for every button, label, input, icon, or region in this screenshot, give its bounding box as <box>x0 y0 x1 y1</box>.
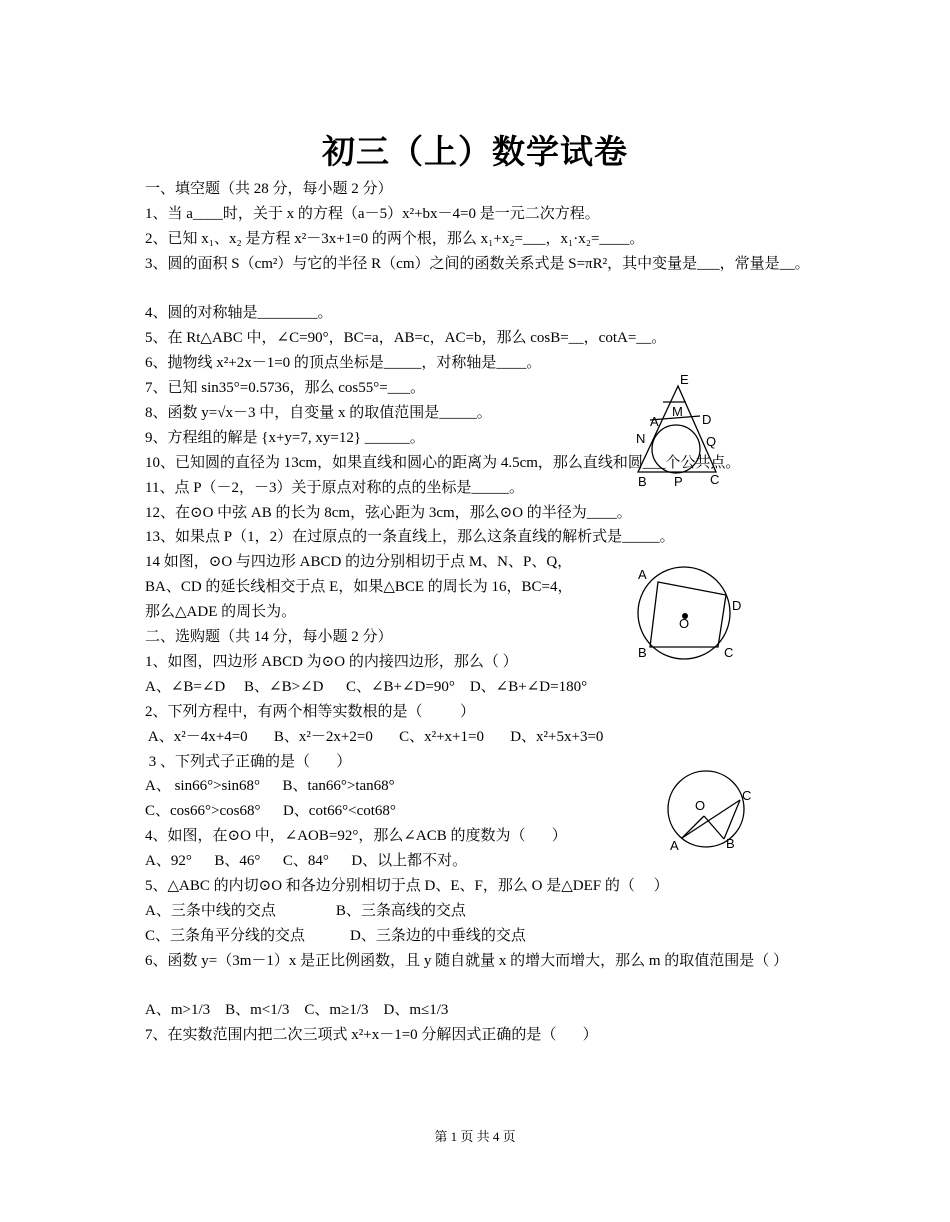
fig1-label-e: E <box>680 372 689 387</box>
question-choice-5-options-ab: A、三条中线的交点 B、三条高线的交点 <box>145 902 466 919</box>
question-fill-14-line1: 14 如图，⊙O 与四边形 ABCD 的边分别相切于点 M、N、P、Q， <box>145 554 573 571</box>
fig3-label-o: O <box>695 798 706 813</box>
question-fill-10: 10、已知圆的直径为 13cm，如果直线和圆心的距离为 4.5cm，那么直线和圆___个公共点。 <box>145 454 741 471</box>
fig3-label-a: A <box>670 838 679 853</box>
question-fill-3: 3、圆的面积 S（cm²）与它的半径 R（cm）之间的函数关系式是 S=πR²，其中变量是___，常量是__。 <box>145 255 810 272</box>
question-choice-3: 3 、下列式子正确的是（ ） <box>145 753 352 770</box>
question-choice-3-options-cd: C、cos66°>cos68° D、cot66°<cot68° <box>145 803 396 820</box>
question-fill-8: 8、函数 y=√x－3 中，自变量 x 的取值范围是_____。 <box>145 405 492 422</box>
question-choice-5: 5、△ABC 的内切⊙O 和各边分别相切于点 D、E、F，那么 O 是△DEF 的（ ） <box>145 877 669 894</box>
question-choice-4: 4、如图，在⊙O 中，∠AOB=92°，那么∠ACB 的度数为（ ） <box>145 828 567 845</box>
page-footer: 第 1 页 共 4 页 <box>434 1129 516 1144</box>
question-choice-2-options: A、x²－4x+4=0 B、x²－2x+2=0 C、x²+x+1=0 D、x²+5x+3=0 <box>145 728 604 745</box>
question-fill-2: 2、已知 x₁、x₂ 是方程 x²－3x+1=0 的两个根，那么 x₁+x₂=___，x₁·x₂=____。 <box>145 230 645 247</box>
question-choice-3-options-ab: A、 sin66°>sin68° B、tan66°>tan68° <box>145 778 395 795</box>
figure-tangent-triangle <box>628 372 728 490</box>
fig3-label-c: C <box>742 788 752 803</box>
question-choice-2: 2、下列方程中，有两个相等实数根的是（ ） <box>145 703 476 720</box>
fig1-label-q: Q <box>706 434 717 449</box>
figure-inscribed-angle <box>662 768 762 854</box>
question-fill-6: 6、抛物线 x²+2x－1=0 的顶点坐标是_____，对称轴是____。 <box>145 355 542 372</box>
fig2-label-c: C <box>724 645 734 660</box>
question-choice-6: 6、函数 y=（3m－1）x 是正比例函数，且 y 随自就量 x 的增大而增大，那么 m 的取值范围是（ ） <box>145 952 789 969</box>
question-fill-14-line2: BA、CD 的延长线相交于点 E，如果△BCE 的周长为 16，BC=4， <box>145 579 573 596</box>
section-fill-heading: 一、填空题（共 28 分，每小题 2 分） <box>145 181 393 197</box>
question-fill-11: 11、点 P（－2，－3）关于原点对称的点的坐标是_____。 <box>145 479 525 496</box>
fig2-label-a: A <box>638 567 647 582</box>
fig2-label-o: O <box>679 616 690 631</box>
question-fill-1: 1、当 a____时，关于 x 的方程（a－5）x²+bx－4=0 是一元二次方程。 <box>145 205 600 222</box>
question-choice-6-options: A、m>1/3 B、m<1/3 C、m≥1/3 D、m≤1/3 <box>145 1002 449 1019</box>
question-fill-5: 5、在 Rt△ABC 中，∠C=90°，BC=a，AB=c，AC=b，那么 cosB=__，cotA=__。 <box>145 330 667 347</box>
fig3-label-b: B <box>726 836 735 851</box>
fig1-label-n: N <box>636 431 646 446</box>
fig1-label-p: P <box>674 474 683 489</box>
fig2-label-b: B <box>638 645 647 660</box>
fig1-label-a: A <box>650 414 659 429</box>
fig1-label-b: B <box>638 474 647 489</box>
question-choice-7: 7、在实数范围内把二次三项式 x²+x－1=0 分解因式正确的是（ ） <box>145 1027 598 1044</box>
section-choice-heading: 二、选购题（共 14 分，每小题 2 分） <box>145 629 393 646</box>
question-choice-1-options: A、∠B=∠D B、∠B>∠D C、∠B+∠D=90° D、∠B+∠D=180° <box>145 678 588 695</box>
fig1-label-d: D <box>702 412 712 427</box>
question-choice-4-options: A、92° B、46° C、84° D、以上都不对。 <box>145 853 468 870</box>
question-fill-9: 9、方程组的解是 {x+y=7, xy=12} ______。 <box>145 429 425 446</box>
fig1-label-m: M <box>672 404 683 419</box>
page-title: 初三（上）数学试卷 <box>322 132 628 171</box>
fig1-label-c: C <box>710 472 720 487</box>
question-choice-1: 1、如图，四边形 ABCD 为⊙O 的内接四边形，那么（ ） <box>145 653 518 670</box>
fig2-label-d: D <box>732 598 742 613</box>
question-fill-12: 12、在⊙O 中弦 AB 的长为 8cm，弦心距为 3cm，那么⊙O 的半径为____。 <box>145 504 632 521</box>
question-fill-13: 13、如果点 P（1，2）在过原点的一条直线上，那么这条直线的解析式是_____。 <box>145 529 675 546</box>
question-fill-4: 4、圆的对称轴是________。 <box>145 305 333 322</box>
figure-cyclic-quadrilateral <box>630 562 750 664</box>
question-fill-7: 7、已知 sin35°=0.5736，那么 cos55°=___。 <box>145 380 426 397</box>
question-choice-5-options-cd: C、三条角平分线的交点 D、三条边的中垂线的交点 <box>145 927 526 944</box>
question-fill-14-line3: 那么△ADE 的周长为。 <box>145 604 297 621</box>
